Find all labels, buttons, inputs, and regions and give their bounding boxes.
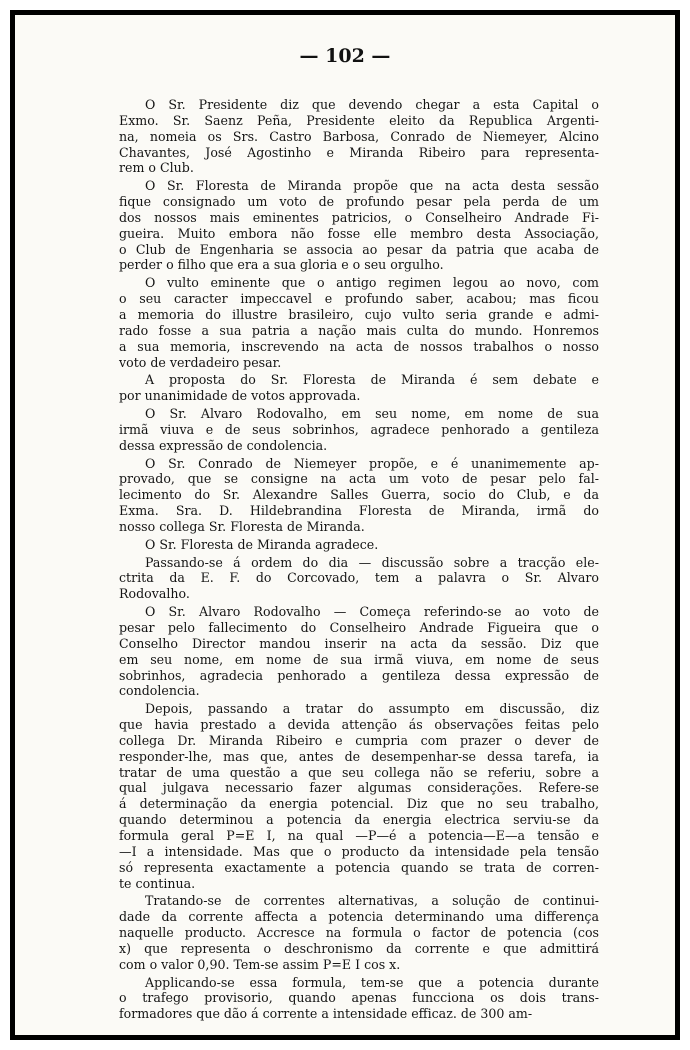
page-frame	[10, 10, 680, 1040]
text-line: O Sr. Alvaro Rodovalho, em seu nome, em nome de sua	[145, 406, 599, 422]
paragraph	[119, 456, 599, 535]
text-line: responder-lhe, mas que, antes de desempenhar-se dessa tarefa, ia	[119, 748, 599, 764]
text-line: Tratando-se de correntes alternativas, a solução de continui-	[145, 893, 599, 909]
text-line: ctrita da E. F. do Corcovado, tem a palavra o Sr. Alvaro	[119, 570, 599, 586]
text-line: o Club de Engenharia se associa ao pesar da patria que acaba de	[119, 241, 599, 257]
text-line: por unanimidade de votos approvada.	[119, 388, 361, 404]
text-line: O vulto eminente que o antigo regimen legou ao novo, com	[145, 275, 599, 291]
paragraph	[119, 701, 599, 891]
text-line: Rodovalho.	[119, 586, 190, 602]
text-line: a sua memoria, inscrevendo na acta de nossos trabalhos o nosso	[119, 338, 599, 354]
text-line: dade da corrente affecta a potencia determinando uma differença	[119, 909, 599, 925]
text-line: collega Dr. Miranda Ribeiro e cumpria com prazer o dever de	[119, 732, 599, 748]
text-line: tratar de uma questão a que seu collega não se referiu, sobre a	[119, 764, 599, 780]
paragraph	[119, 555, 599, 603]
page-number: — 102 —	[299, 45, 391, 67]
text-line: Conselho Director mandou inserir na acta da sessão. Diz que	[119, 635, 599, 651]
text-line: Depois, passando a tratar do assumpto em discussão, diz	[145, 701, 599, 717]
text-line: formula geral P=E I, na qual —P—é a potencia—E—a tensão e	[119, 827, 599, 843]
text-line: dessa expressão de condolencia.	[119, 437, 328, 453]
paragraph	[119, 537, 599, 553]
text-line: em seu nome, em nome de sua irmã viuva, em nome de seus	[119, 651, 599, 667]
body-text	[119, 97, 599, 1024]
text-line: Passando-se á ordem do dia — discussão sobre a tracção ele-	[145, 554, 599, 570]
text-line: O Sr. Floresta de Miranda propõe que na acta desta sessão	[145, 178, 599, 194]
text-line: provado, que se consigne na acta um voto de pesar pelo fal-	[119, 471, 599, 487]
text-line: rado fosse a sua patria a nação mais culta do mundo. Honremos	[119, 322, 599, 338]
text-line: qual julgava necessario fazer algumas considerações. Refere-se	[119, 780, 599, 796]
text-line: só representa exactamente a potencia quando se trata de corren-	[119, 859, 599, 875]
text-line: sobrinhos, agradecia penhorado a gentileza dessa expressão de	[119, 667, 599, 683]
text-line: nosso collega Sr. Floresta de Miranda.	[119, 518, 365, 534]
paragraph	[119, 406, 599, 454]
text-line: o trafego provisorio, quando apenas funcciona os dois trans-	[119, 990, 599, 1006]
text-line: na, nomeia os Srs. Castro Barbosa, Conrado de Niemeyer, Alcino	[119, 128, 599, 144]
paragraph	[119, 975, 599, 1023]
text-line: com o valor 0,90. Tem-se assim P=E I cos x.	[119, 956, 401, 972]
text-line: O Sr. Alvaro Rodovalho — Começa referindo-se ao voto de	[145, 604, 599, 620]
text-line: o seu caracter impeccavel e profundo saber, acabou; mas ficou	[119, 291, 599, 307]
text-line: a memoria do illustre brasileiro, cujo vulto seria grande e admi-	[119, 306, 599, 322]
text-line: dos nossos mais eminentes patricios, o Conselheiro Andrade Fi-	[119, 209, 599, 225]
text-line: á determinação da energia potencial. Diz que no seu trabalho,	[119, 796, 599, 812]
paragraph	[119, 97, 599, 176]
text-line: x) que representa o deschronismo da corrente e que admittirá	[119, 940, 599, 956]
text-line: O Sr. Conrado de Niemeyer propõe, e é unanimemente ap-	[145, 455, 599, 471]
text-line: voto de verdadeiro pesar.	[119, 354, 282, 370]
text-line: Chavantes, José Agostinho e Miranda Ribeiro para representa-	[119, 144, 599, 160]
text-line: Exmo. Sr. Saenz Peña, Presidente eleito da Republica Argenti-	[119, 112, 599, 128]
paragraph	[119, 275, 599, 370]
text-line: formadores que dão á corrente a intensidade efficaz. de 300 am-	[119, 1006, 533, 1022]
text-line: te continua.	[119, 875, 196, 891]
text-line: perder o filho que era a sua gloria e o seu orgulho.	[119, 257, 444, 273]
paragraph	[119, 372, 599, 404]
text-line: que havia prestado a devida attenção ás observações feitas pelo	[119, 717, 599, 733]
text-line: Applicando-se essa formula, tem-se que a potencia durante	[145, 974, 599, 990]
text-line: gueira. Muito embora não fosse elle membro desta Associação,	[119, 225, 599, 241]
text-line: fique consignado um voto de profundo pesar pela perda de um	[119, 194, 599, 210]
text-line: Exma. Sra. D. Hildebrandina Floresta de Miranda, irmã do	[119, 503, 599, 519]
text-line: A proposta do Sr. Floresta de Miranda é sem debate e	[145, 372, 599, 388]
text-line: O Sr. Presidente diz que devendo chegar a esta Capital o	[145, 97, 599, 112]
paragraph	[119, 604, 599, 699]
paragraph	[119, 893, 599, 972]
text-line: naquelle producto. Accresce na formula o factor de potencia (cos	[119, 925, 599, 941]
text-line: O Sr. Floresta de Miranda agradece.	[145, 536, 379, 552]
text-line: irmã viuva e de seus sobrinhos, agradece penhorado a gentileza	[119, 421, 599, 437]
text-line: rem o Club.	[119, 160, 194, 176]
text-line: condolencia.	[119, 683, 200, 699]
text-line: lecimento do Sr. Alexandre Salles Guerra, socio do Club, e da	[119, 487, 599, 503]
text-line: quando determinou a potencia da energia electrica serviu-se da	[119, 812, 599, 828]
paragraph	[119, 178, 599, 273]
text-line: —I a intensidade. Mas que o producto da intensidade pela tensão	[119, 843, 599, 859]
text-line: pesar pelo fallecimento do Conselheiro Andrade Figueira que o	[119, 620, 599, 635]
